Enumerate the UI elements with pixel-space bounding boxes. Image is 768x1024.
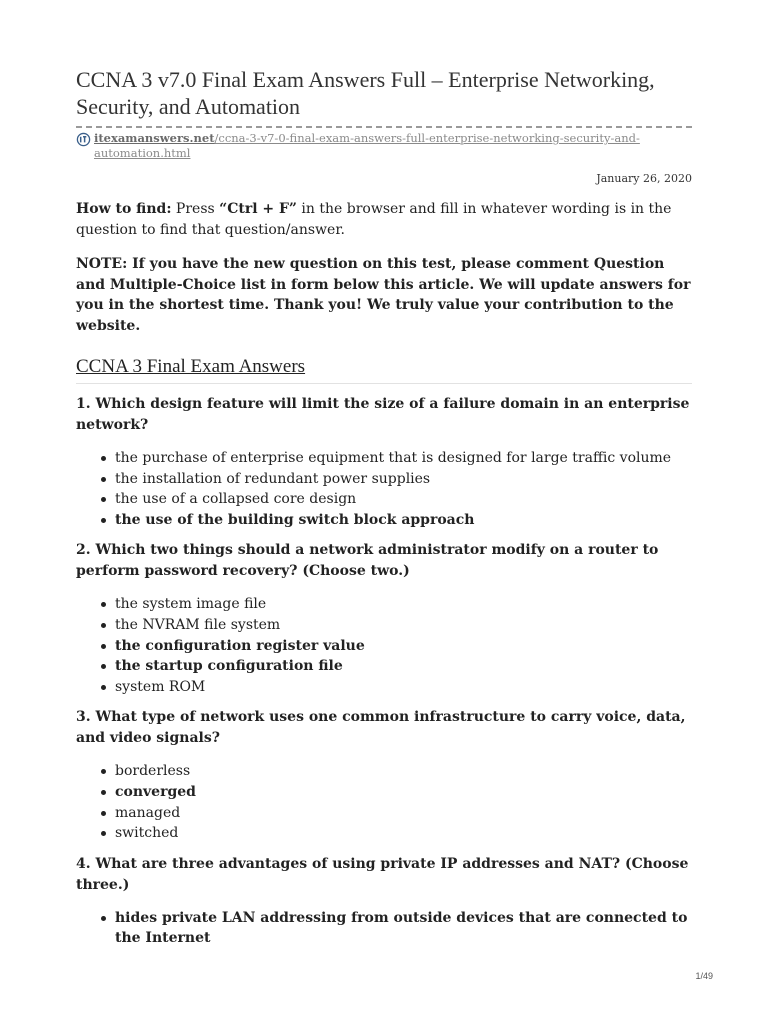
option: managed (76, 803, 692, 824)
question-3: 3. What type of network uses one common infrastructure to carry voice, data, and video signals? (76, 709, 686, 747)
option: switched (76, 823, 692, 844)
source-path[interactable]: /ccna-3-v7-0-final-exam-answers-full-enterprise-networking-security-and-automation.html (94, 131, 640, 160)
option: the use of a collapsed core design (76, 489, 692, 510)
howto-text-2: in the browser and fill in whatever wording is in the question to find that question/answer. (76, 201, 672, 238)
question-1-options (76, 448, 692, 530)
source-domain[interactable]: itexamanswers.net (94, 131, 215, 145)
option: the purchase of enterprise equipment that is designed for large traffic volume (76, 448, 692, 469)
correct-option: the startup configuration file (76, 656, 692, 677)
note-paragraph: NOTE: If you have the new question on this test, please comment Question and Multiple-Choice list in form below this article. We will update answers for you in the shortest time. Thank you! We truly value your contribution to the website. (76, 256, 691, 334)
question-2-options (76, 594, 692, 697)
question-4-options (76, 908, 692, 949)
question-4: 4. What are three advantages of using private IP addresses and NAT? (Choose three.) (76, 855, 689, 893)
correct-option: the use of the building switch block approach (76, 510, 692, 531)
question-2: 2. Which two things should a network administrator modify on a router to perform password recovery? (Choose two.) (76, 542, 659, 580)
question-1: 1. Which design feature will limit the size of a failure domain in an enterprise network? (76, 396, 690, 433)
howto-label: How to find: (76, 201, 172, 217)
howto-paragraph (76, 199, 692, 240)
option: system ROM (76, 677, 692, 698)
option: borderless (76, 761, 692, 782)
page-indicator: 1/49 (695, 971, 713, 981)
document-page (76, 66, 692, 949)
howto-keys: “Ctrl + F” (219, 201, 297, 217)
page-title: CCNA 3 v7.0 Final Exam Answers Full – Enterprise Networking, Security, and Automation (76, 67, 655, 119)
option: the installation of redundant power supplies (76, 469, 692, 490)
option: the NVRAM file system (76, 615, 692, 636)
section-title[interactable]: CCNA 3 Final Exam Answers (76, 356, 306, 377)
site-logo-icon (76, 132, 91, 147)
correct-option: hides private LAN addressing from outside devices that are connected to the Internet (76, 908, 692, 949)
source-link[interactable] (76, 131, 692, 161)
correct-option: the configuration register value (76, 636, 692, 657)
option: the system image file (76, 594, 692, 615)
howto-text-1: Press (171, 201, 220, 217)
section-heading (76, 355, 692, 384)
correct-option: converged (76, 782, 692, 803)
title-divider (76, 126, 692, 128)
question-3-options (76, 761, 692, 843)
publish-date: January 26, 2020 (596, 172, 692, 185)
